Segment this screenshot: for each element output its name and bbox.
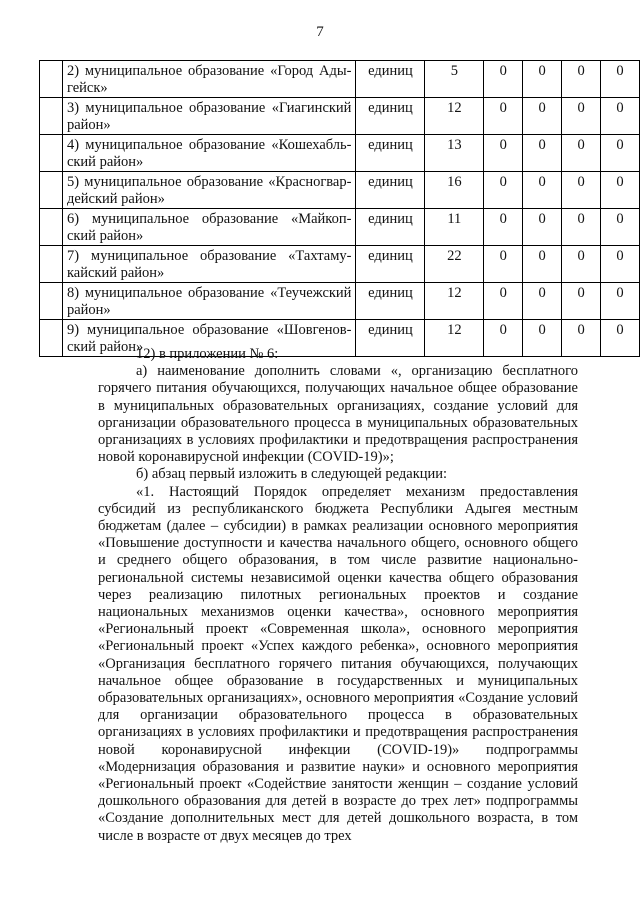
row-blank-cell	[40, 283, 63, 320]
row-blank-cell	[40, 172, 63, 209]
row-value-cell: 0	[562, 135, 601, 172]
row-name-text: 2) муниципальное образование «Город Ады-гейск»	[66, 63, 352, 96]
row-name-cell	[62, 135, 356, 172]
row-name-text: 6) муниципальное образование «Майкоп-ский район»	[66, 211, 352, 244]
row-value-cell: 0	[484, 246, 523, 283]
row-value-cell: 0	[484, 135, 523, 172]
row-value-cell: 0	[562, 283, 601, 320]
row-name-cell	[62, 172, 356, 209]
row-name-cell	[62, 283, 356, 320]
table-row	[40, 98, 640, 135]
table-row	[40, 135, 640, 172]
row-unit-cell: единиц	[356, 98, 425, 135]
row-value-cell: 0	[601, 283, 640, 320]
row-value-cell: 0	[562, 209, 601, 246]
row-name-cell	[62, 98, 356, 135]
row-name-text: 8) муниципальное образование «Теучежский район»	[66, 285, 352, 318]
row-value-cell: 12	[425, 98, 484, 135]
paragraph-a: а) наименование дополнить словами «, организацию бесплатного горячего питания обучающихся, получающих начальное общее образование в муниципальных образовательных организациях, создание условий для организации образовательного процесса в муниципальных образовательных организациях в условиях профилактики и предотвращения распространения новой коронавирусной инфекции (COVID-19)»;	[98, 363, 578, 466]
row-value-cell: 0	[562, 246, 601, 283]
table-row	[40, 246, 640, 283]
row-blank-cell	[40, 246, 63, 283]
row-unit-cell: единиц	[356, 135, 425, 172]
row-value-cell: 0	[601, 98, 640, 135]
row-value-cell: 0	[484, 172, 523, 209]
row-value-cell: 0	[523, 320, 562, 357]
row-value-cell: 0	[562, 98, 601, 135]
row-value-cell: 0	[601, 61, 640, 98]
row-unit-cell: единиц	[356, 283, 425, 320]
row-value-cell: 11	[425, 209, 484, 246]
row-blank-cell	[40, 135, 63, 172]
row-name-text: 3) муниципальное образование «Гиагинский район»	[66, 100, 352, 133]
row-value-cell: 0	[523, 98, 562, 135]
row-unit-cell: единиц	[356, 246, 425, 283]
table-row	[40, 283, 640, 320]
row-value-cell: 0	[523, 172, 562, 209]
table-row	[40, 209, 640, 246]
table-row	[40, 61, 640, 98]
row-value-cell: 0	[601, 209, 640, 246]
paragraph-item-12: 12) в приложении № 6:	[136, 346, 279, 362]
row-name-text: 7) муниципальное образование «Тахтаму-кайский район»	[66, 248, 352, 281]
municipal-table	[39, 60, 640, 357]
row-name-cell	[62, 246, 356, 283]
row-value-cell: 0	[484, 209, 523, 246]
row-value-cell: 0	[601, 172, 640, 209]
row-blank-cell	[40, 209, 63, 246]
body-text	[98, 346, 578, 845]
row-value-cell: 0	[484, 320, 523, 357]
row-blank-cell	[40, 61, 63, 98]
row-value-cell: 22	[425, 246, 484, 283]
row-unit-cell: единиц	[356, 320, 425, 357]
row-value-cell: 0	[601, 320, 640, 357]
row-value-cell: 0	[562, 320, 601, 357]
paragraph-b: б) абзац первый изложить в следующей редакции:	[136, 466, 448, 483]
page-number: 7	[316, 24, 324, 40]
row-unit-cell: единиц	[356, 172, 425, 209]
row-unit-cell: единиц	[356, 61, 425, 98]
row-blank-cell	[40, 98, 63, 135]
row-name-cell	[62, 61, 356, 98]
row-unit-cell: единиц	[356, 209, 425, 246]
row-value-cell: 0	[601, 135, 640, 172]
table-body	[40, 61, 640, 357]
row-value-cell: 0	[523, 135, 562, 172]
row-value-cell: 0	[484, 61, 523, 98]
row-value-cell: 0	[523, 61, 562, 98]
row-value-cell: 0	[562, 61, 601, 98]
row-value-cell: 0	[523, 246, 562, 283]
row-value-cell: 12	[425, 283, 484, 320]
row-value-cell: 0	[523, 283, 562, 320]
row-value-cell: 16	[425, 172, 484, 209]
row-name-text: 5) муниципальное образование «Красногвар-дейский район»	[66, 174, 352, 207]
row-value-cell: 0	[601, 246, 640, 283]
row-value-cell: 0	[484, 283, 523, 320]
row-name-text: 4) муниципальное образование «Кошехабль-ский район»	[66, 137, 352, 170]
row-value-cell: 5	[425, 61, 484, 98]
row-value-cell: 13	[425, 135, 484, 172]
paragraph-quote: «1. Настоящий Порядок определяет механизм предоставления субсидий из республиканского бюджета Республики Адыгея местным бюджетам (далее – субсидии) в рамках реализации основного мероприятия «Повышение доступности и качества начального общего, основного общего и среднего общего образования, в том числе развитие национально-региональной системы независимой оценки качества общего образования через реализацию пилотных региональных проектов и создание национальных механизмов оценки качества», основного мероприятия «Региональный проект «Современная школа», основного мероприятия «Региональный проект «Успех каждого ребенка», основного мероприятия «Организация бесплатного горячего питания обучающихся, получающих начальное общее образование в государственных и муниципальных образовательных организациях», основного мероприятия «Создание условий для организации образовательного процесса в образовательных организациях в условиях профилактики и предотвращения распространения новой коронавирусной инфекции (COVID-19)» подпрограммы «Модернизация образования и развитие науки» и основного мероприятия «Региональный проект «Содействие занятости женщин – создание условий дошкольного образования для детей в возрасте до трех лет» подпрограммы «Создание дополнительных мест для детей дошкольного возраста, в том числе в возрасте от двух месяцев до трех	[98, 483, 578, 844]
row-blank-cell	[40, 320, 63, 357]
row-value-cell: 0	[562, 172, 601, 209]
row-value-cell: 0	[523, 209, 562, 246]
row-value-cell: 0	[484, 98, 523, 135]
row-value-cell: 12	[425, 320, 484, 357]
row-name-text: 9) муниципальное образование «Шовгенов-ский район»	[66, 322, 352, 355]
row-name-cell	[62, 209, 356, 246]
table-row	[40, 172, 640, 209]
